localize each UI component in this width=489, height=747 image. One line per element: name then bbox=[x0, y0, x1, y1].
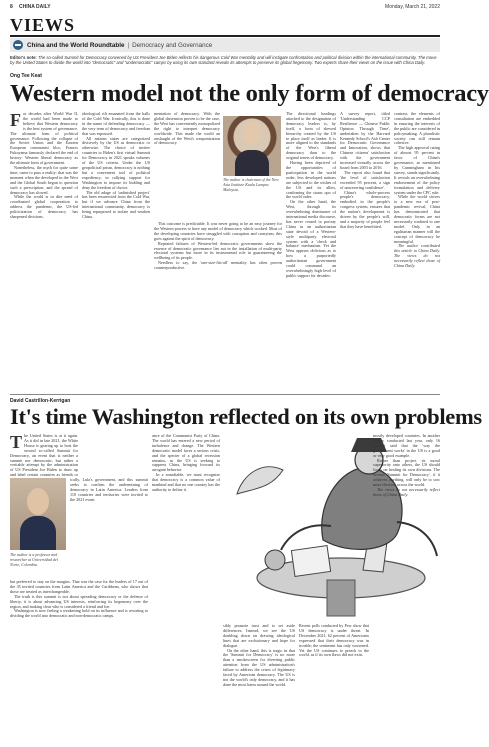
article2-col2-full bbox=[10, 580, 148, 740]
article1-col4 bbox=[286, 112, 336, 390]
paragraph: China's whole-process people's democracy, embodied in the people's congress system, ensures that the nation's development is driven by the people's will, and a majority of people feel that they have benefitted. bbox=[340, 189, 390, 229]
paragraph: Nonetheless, the myth for quite some time, came to pass a reality: that was the moment when the developed in the West and the Global South began to question such a prescription, and the spread of democracy has slowed. bbox=[10, 164, 78, 195]
paragraph: The high approval rating of almost 95 percent in favor of China's governance, as mentioned by Cunningham in his survey, stands significantly. It reveals an overwhelming endorsement of the policy formulation and delivery system under the CPC rule. bbox=[394, 145, 440, 195]
band-subtitle: Democracy and Governance bbox=[132, 41, 213, 49]
article1-col3a bbox=[154, 112, 220, 220]
section-rule bbox=[10, 35, 440, 37]
issue-date: Monday, March 21, 2022 bbox=[385, 4, 440, 10]
section-band bbox=[10, 38, 440, 52]
paragraph: All nations states are categorized divisively by the US as democratic or otherwise. The choice of invitee countries to Biden's first virtual Summit for Democracy in 2021 speaks volumes of the US criteria. Under the US geopolitical prism, democracy is nothing but a convenient tool of political expediency, in rallying support for Washington to impose its bidding and deny the freedom of choice. bbox=[82, 135, 150, 190]
article1-photo-caption: The author is chairman of the New Asia Institute Kuala Lumpur, Malaysia. bbox=[223, 177, 279, 192]
page-number: 8 bbox=[10, 4, 13, 10]
paragraph: ideological rift emanated from the halls of the Cold War. Ironically, this is done in the name of defending democracy — the very term of democracy and freedom that was espoused. bbox=[82, 111, 150, 136]
cartoon-book bbox=[291, 546, 330, 577]
article2-col5 bbox=[299, 624, 369, 740]
paragraph: sibly promote trust and to set aside differences. Instead, we see the US doubling down on drawing ideological lines that are exclusionary and hope for dialogue. bbox=[223, 623, 295, 648]
paragraph: On the other hand, the West, through its overwhelming dominance of international media discourse, has never ceased to portray China as an authoritarian state devoid of a Western-style multiparty electoral system with a 'check and balance' mechanism. Yet the West appears oblivious as to how a purportedly authoritarian government could command an overwhelmingly high level of public support for decades. bbox=[286, 199, 336, 278]
paragraph: Washington is now feeling a weakening hold on its influence and is resorting to dividing the world into democratic and non-democratic camps. bbox=[10, 608, 148, 619]
cartoon-ball bbox=[265, 550, 285, 570]
section-title: VIEWS bbox=[10, 15, 76, 35]
paragraph: Recent polls conducted by Pew show that US democracy is under threat. In December 2021, 62 percent of Americans expressed that their democracy was in trouble; the sentiment has only worsened. Yet the US continues to preach to the world, as if its own flaws did not exist. bbox=[299, 623, 369, 658]
top-bar bbox=[10, 3, 440, 13]
article2-col4 bbox=[223, 624, 295, 740]
paragraph: contrast, the elements of consultation are embedded in ensuring the interests of the public are considered in policymaking. A pluralistic society can still remain cohesive. bbox=[394, 111, 440, 146]
paragraph: but preferred to stay on the margins. That was the case for the leaders of 17 out of the 35 invited countries from Latin America and the Caribbean, who shows that those are treated as interchangeable. bbox=[10, 579, 148, 594]
article1-byline: Ong Tee Keat bbox=[10, 73, 42, 79]
paragraph: or decades after World War II, the world had been made to believe that Western democracy is the best system of governance. The ultimate form of political governance. Following the collapse of the Soviet Union and the Eastern European communist bloc, Francis Fukuyama famously declared the end of history: Western liberal democracy as the ultimate form of government. bbox=[10, 111, 78, 166]
author-photo bbox=[10, 478, 66, 550]
article2-col2 bbox=[70, 478, 148, 576]
article1-col1 bbox=[10, 112, 78, 390]
band-title: China and the World Roundtable bbox=[27, 41, 125, 49]
paragraph: A survey report, titled 'Understanding CCP Resilience — Chinese Public Opinion Through Time', undertaken by the Harvard Kennedy School's Ash Center for Democratic Governance and Innovation, shows that Chinese citizens' satisfaction with the government increased virtually across the board from 2003 to 2016. bbox=[340, 111, 390, 170]
article2-col1 bbox=[10, 434, 78, 476]
paragraph: While the world strives to a new era of post-pandemic revival, China has demonstrated that democratic forms are not necessarily confined to one model. Only in an egalitarian manner will the concept of democracy be meaningful. bbox=[394, 194, 440, 244]
article1-col2 bbox=[82, 112, 150, 390]
paragraph: Needless to say, the 'one-size-fits-all' mentality has often proven counterproductive. bbox=[154, 260, 282, 271]
article2-photo-caption: The author is a professor and researcher at Universidad del Norte, Colombia. bbox=[10, 552, 58, 567]
paper-logo: CHINA DAILY bbox=[19, 4, 51, 10]
article1-end-note: The author contributed this article to China Daily. The views do not necessarily reflect those of China Daily. bbox=[394, 243, 440, 269]
article2-end-note: The views do not necessarily reflect those of China Daily. bbox=[373, 486, 440, 497]
author-photo bbox=[223, 116, 281, 176]
article1-col3b bbox=[154, 222, 282, 390]
article2-dropcap: T bbox=[10, 432, 23, 452]
article1-headline: Western model not the only form of democracy bbox=[10, 80, 489, 107]
editors-note-label: Editor's note: bbox=[10, 55, 37, 60]
band-separator: | bbox=[127, 41, 130, 49]
globe-icon bbox=[13, 40, 23, 50]
article-divider bbox=[10, 394, 440, 395]
paragraph: Repeated failures of Western-led democratic governments show the essence of democratic governance lies not in the installation of multi-party electoral systems but more in its instrumental role in guaranteeing the wellbeing of its people. bbox=[154, 240, 282, 261]
paragraph: he United States is at it again. As it did in late 2021, the White House is gearing up to host the second so-called Summit for Democracy, an event that is neither a summit nor democratic, but rather a veritable attempt by the administration of US President Joe Biden to draw up and label certain countries as friends or bbox=[10, 433, 78, 478]
paragraph: The report also found that 'the level of satisfaction exceeded 95 percent, a sign of unwavering confidence'. bbox=[340, 169, 390, 190]
article1-col6 bbox=[394, 112, 440, 390]
paragraph: The old adage of 'unfinished project' has been resurrected from the Cold War, but if we advance China from the international community, democracy is being repurposed to isolate and weaken China. bbox=[82, 189, 150, 220]
article2-col3 bbox=[152, 434, 220, 740]
paragraph: The truth is this summit is not about spreading democracy or the defense of liberty; it is about advancing US interests, reinforcing its hegemony over the region, and making clear who is considered a friend and foe. bbox=[10, 593, 148, 609]
paragraph: Rather than project its moral superiority onto others, the US should focus on healing its own divisions. The second 'Summit for Democracy', if it achieves anything, will only be to sow more division across the world. bbox=[373, 457, 440, 488]
article2-col6 bbox=[373, 434, 440, 740]
editors-note-text: The so-called Summit for Democracy convened by US President Joe Biden reflects his dangerous Cold War mentality and will instigate confrontation and political division within the international community. The move by the United States to divide the world into "democratic" and "undemocratic" camps by using its own standard reveals its attempts to preserve its global hegemony. Two experts share their views on the issue with China Daily. bbox=[10, 55, 437, 66]
paragraph: In a roundtable, we must recognize that democracy is a common value of mankind and that no one country has the authority to define it. bbox=[152, 472, 220, 492]
paragraph: mostly developed countries. In another survey conducted last year, only 16 percent said that the 'way the government works' in the US is a good or very good example. bbox=[373, 433, 440, 458]
article2-headline: It's time Washington reflected on its own problems bbox=[10, 404, 482, 429]
paragraph: On the other hand, this is tragic in that the 'Summit for Democracy' is no more than a smokescreen for diverting public attention from the US administration's failure to address the crises of legitimacy faced by American democracy. The US is not the world's only democracy, and it has done the most harm around the world. bbox=[223, 647, 295, 687]
cartoon-table-base bbox=[327, 580, 355, 616]
paragraph: While the world is in dire need of coordinated global cooperation to address the pandemic, the US-led politicization of democracy has sharpened divisions. bbox=[10, 194, 78, 220]
paragraph: The directional headings attached to the designation of democracy leaders is, by itself, a form of skewed hierarchy created by the US to place itself as leader. It is more aligned to the standards of the West's liberal democracy than to the original tenets of democracy. bbox=[286, 111, 336, 161]
paragraph: mentation of democracy. With the global dissension proven to be the case, the West has conveniently monopolized the right to interpret democracy worldwide. This made the world an onslaught of the West's weaponization of democracy. bbox=[154, 111, 220, 146]
paragraph: This outcome is predictable. It was never going to be an easy journey for the Western powers to have any model of democracy which worked. Most of the developing countries have struggled with corruption and cronyism; this goes against the spirit of democracy. bbox=[154, 221, 282, 241]
editors-note bbox=[10, 55, 440, 65]
article1-dropcap: F bbox=[10, 110, 21, 130]
paragraph: ance of the Communist Party of China. The world has entered a new period of turbulence and change. The Western democratic model faces a serious crisis, and the specter of a global recession remains, as the US is seeking to suppress China, bringing forward its arrogant behavior. bbox=[152, 433, 220, 473]
article1-col5 bbox=[340, 112, 390, 390]
paragraph: Having been deprived of the opportunities of participation in the world order, less developed nations are subjected to the wishes of the US and its allies, confirming the status quo of the world order. bbox=[286, 160, 336, 200]
article2-byline: David Castrillon-Kerrigan bbox=[10, 398, 71, 404]
paragraph: ically, Lula's government, and this summit seeks to confirm the undermining of democracy in Latin America. Leaders from 110 countries and territories were invited to the 2021 event. bbox=[70, 477, 148, 502]
